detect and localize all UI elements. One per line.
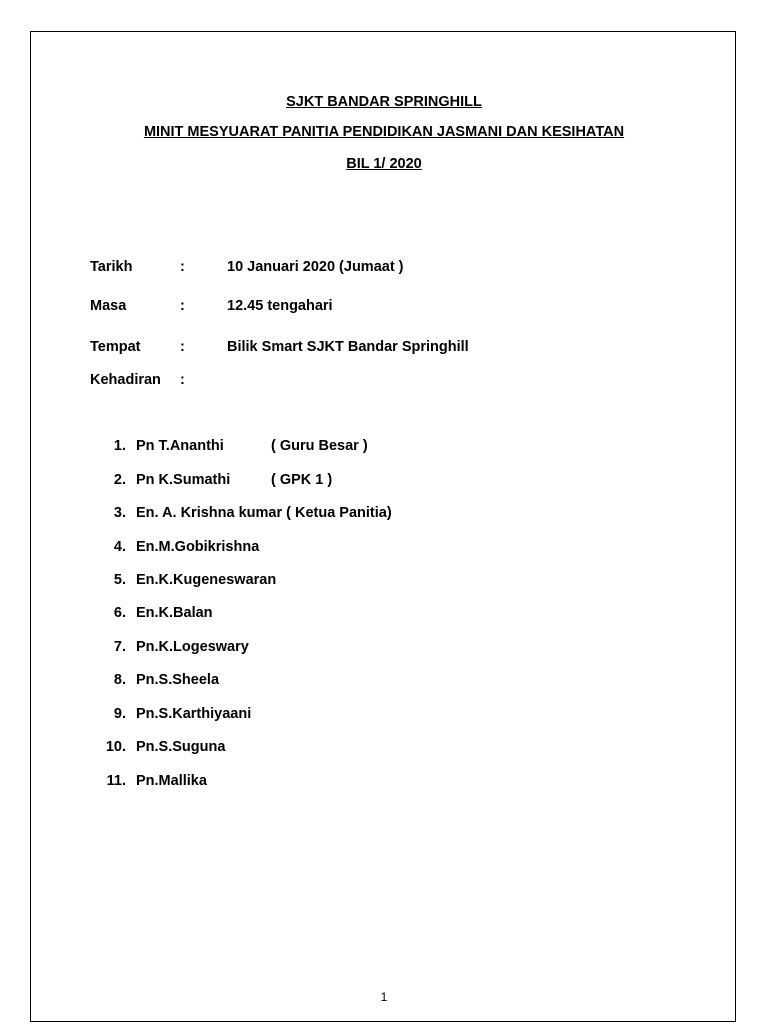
attendee-name: Pn.K.Logeswary xyxy=(136,639,249,655)
date-colon: : xyxy=(180,259,185,275)
attendee-number: 3. xyxy=(113,505,126,521)
attendee-number: 5. xyxy=(113,572,126,588)
place-colon: : xyxy=(180,339,185,355)
time-colon: : xyxy=(180,298,185,314)
date-value: 10 Januari 2020 (Jumaat ) xyxy=(227,259,404,275)
attendance-colon: : xyxy=(180,372,185,388)
date-label: Tarikh xyxy=(90,259,133,275)
attendee-name: En.M.Gobikrishna xyxy=(136,539,260,555)
attendee-number: 11. xyxy=(106,773,126,789)
attendee-number: 2. xyxy=(113,472,126,488)
attendee-name: En.K.Kugeneswaran xyxy=(136,572,277,588)
attendee-number: 10. xyxy=(105,739,126,755)
attendee-number: 8. xyxy=(113,672,126,688)
document-title: MINIT MESYUARAT PANITIA PENDIDIKAN JASMANI DAN KESIHATAN xyxy=(143,124,625,140)
attendee-name: Pn.S.Sheela xyxy=(136,672,220,688)
attendee-name: En.K.Balan xyxy=(136,605,213,621)
place-label: Tempat xyxy=(90,339,141,355)
attendee-number: 7. xyxy=(113,639,126,655)
attendee-number: 9. xyxy=(113,706,126,722)
school-name: SJKT BANDAR SPRINGHILL xyxy=(286,94,482,110)
attendance-label: Kehadiran xyxy=(90,372,161,388)
attendee-name: Pn.Mallika xyxy=(136,773,207,789)
attendee-number: 1. xyxy=(113,438,126,454)
attendee-name: En. A. Krishna kumar ( Ketua Panitia) xyxy=(136,505,392,521)
attendee-name: Pn.S.Suguna xyxy=(136,739,226,755)
attendee-role: ( GPK 1 ) xyxy=(271,472,333,488)
attendee-name: Pn K.Sumathi xyxy=(136,472,231,488)
attendee-number: 6. xyxy=(113,605,126,621)
place-value: Bilik Smart SJKT Bandar Springhill xyxy=(227,339,469,355)
attendee-number: 4. xyxy=(113,539,126,555)
attendee-role: ( Guru Besar ) xyxy=(271,438,368,454)
meeting-number: BIL 1/ 2020 xyxy=(346,156,422,172)
page-number: 1 xyxy=(380,990,388,1004)
attendee-name: Pn.S.Karthiyaani xyxy=(136,706,252,722)
document-page xyxy=(30,31,736,1022)
time-value: 12.45 tengahari xyxy=(227,298,333,314)
time-label: Masa xyxy=(90,298,127,314)
attendee-name: Pn T.Ananthi xyxy=(136,438,224,454)
